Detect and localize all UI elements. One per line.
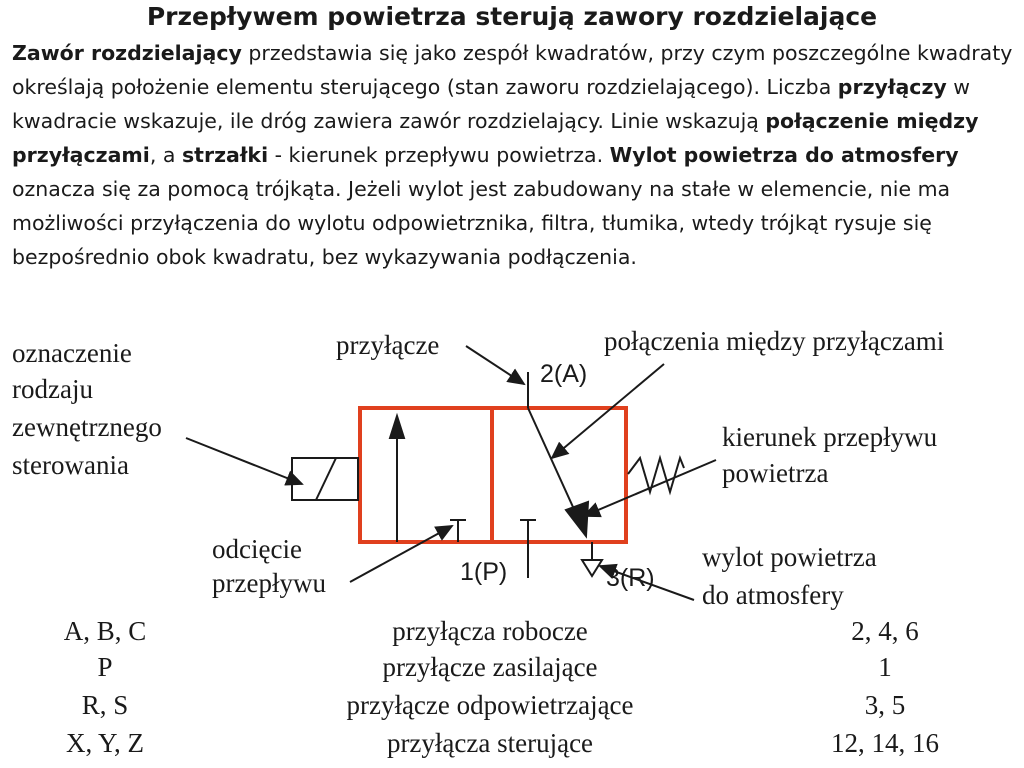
exhaust-triangle-icon [582, 560, 602, 576]
paragraph-text: oznacza się za pomocą trójkąta. Jeżeli wylot jest zabudowany na stałe w elemencie, nie ma możliwości przyłączenia do wylotu odpowietrznika, filtra, tłumika, wtedy trójkąt rysuje się bezpośrednio obok kwadratu, bez wykazywania podłączenia. [12, 177, 951, 269]
term-directional-valve: Zawór rozdzielający [12, 41, 242, 65]
port-label-a: 2(A) [540, 360, 588, 388]
label-exhaust-line2: do atmosfery [702, 580, 844, 610]
table-symbol: P [97, 652, 113, 682]
paragraph-text: przedstawia się jako zespół kwadratów, przy czym poszczególne kwadraty określają położenie elementu sterującego (stan zaworu rozdzielającego). Liczba [12, 41, 1013, 99]
label-direction-line1: kierunek przepływu [722, 422, 938, 452]
label-exhaust-line1: wylot powietrza [702, 542, 877, 572]
label-control-line3: zewnętrznego [12, 412, 162, 442]
table-symbol: A, B, C [63, 616, 147, 646]
leader-port [466, 346, 524, 384]
label-port: przyłącze [336, 330, 440, 360]
table-numbers: 2, 4, 6 [851, 616, 919, 646]
leader-cutoff [350, 526, 452, 582]
table-name: przyłącze odpowietrzające [346, 690, 634, 720]
flow-arrow-diagonal [528, 408, 588, 536]
label-connections: połączenia między przyłączami [604, 326, 945, 356]
label-control-line1: oznaczenie [12, 338, 132, 368]
term-exhaust: Wylot powietrza do atmosfery [609, 143, 959, 167]
table-symbol: X, Y, Z [65, 728, 144, 758]
table-numbers: 1 [878, 652, 892, 682]
label-cutoff-line1: odcięcie [212, 534, 302, 564]
external-control-symbol [292, 458, 358, 500]
paragraph-text: , a [149, 143, 182, 167]
table-name: przyłącza robocze [392, 616, 588, 646]
flow-arrow-up [390, 416, 404, 542]
label-cutoff-line2: przepływu [212, 568, 326, 598]
table-numbers: 3, 5 [864, 690, 906, 720]
leader-control [186, 438, 302, 484]
paragraph-text: - kierunek przepływu powietrza. [268, 143, 610, 167]
label-control-line2: rodzaju [12, 374, 93, 404]
port-label-r: 3(R) [606, 564, 655, 592]
table-numbers: 12, 14, 16 [831, 728, 939, 758]
term-arrows: strzałki [181, 143, 269, 167]
label-direction-line2: powietrza [722, 458, 829, 488]
label-control-line4: sterowania [12, 450, 129, 480]
closed-port-symbol [450, 520, 466, 542]
spring-symbol [628, 458, 684, 492]
leader-direction [584, 460, 716, 516]
port-label-p: 1(P) [460, 558, 508, 586]
table-name: przyłącza sterujące [386, 728, 594, 758]
page-title: Przepływem powietrza sterują zawory rozdzielające [146, 2, 878, 31]
closed-port-p-symbol [520, 520, 536, 542]
table-symbol: R, S [81, 690, 129, 720]
paragraph-text: w kwadracie wskazuje, ile dróg zawiera zawór rozdzielający. Linie wskazują [12, 75, 971, 133]
term-connections: połączenie między przyłączami [12, 109, 979, 167]
table-name: przyłącze zasilające [382, 652, 598, 682]
term-ports: przyłączy [837, 75, 947, 99]
